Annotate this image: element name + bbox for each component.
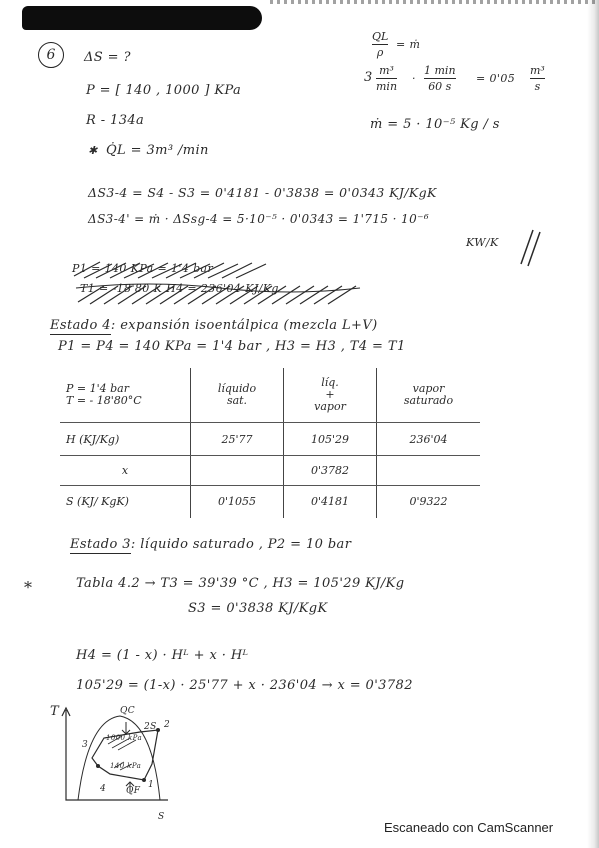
conv-f2-num: 1 min (424, 64, 456, 77)
conv-fraction-1 (376, 64, 397, 93)
table-row (60, 422, 480, 455)
scratched-line-1: P1 = 140 KPa = 1'4 bar (72, 262, 214, 275)
qf-label: QF (126, 786, 141, 796)
low-pressure-label: 140 kPa (110, 762, 142, 770)
table-row (60, 485, 480, 518)
side-mark: * (24, 578, 33, 597)
problem-number (38, 42, 64, 68)
cell-h-liquid: 25'77 (191, 422, 284, 455)
camscanner-watermark: Escaneado con CamScanner (384, 820, 554, 835)
cell-s-liquid: 0'1055 (191, 485, 284, 518)
point-2-label: 2 (164, 720, 171, 730)
delta-s-unit: KW/K (466, 236, 499, 249)
col-vapor-line1: vapor (412, 381, 445, 395)
point-4-label: 4 (100, 784, 107, 794)
given-flow: Q̇L = 3m³ /min (106, 143, 209, 158)
cond-temperature: T = - 18'80°C (66, 393, 142, 407)
redacted-header (22, 6, 262, 30)
conv-result-num: m³ (530, 64, 545, 77)
scratch-strokes (70, 258, 370, 308)
col-liquid-line2: sat. (226, 393, 248, 407)
cond-pressure: P = 1'4 bar (66, 381, 129, 395)
cell-s-mixture: 0'4181 (284, 485, 377, 518)
multiply-dot: · (412, 72, 416, 85)
col-mixture-line2: + (325, 387, 335, 401)
conv-result-unit (530, 64, 545, 93)
conv-f1-num: m³ (379, 64, 394, 77)
x-axis-label: S (158, 812, 165, 822)
conv-prefix: 3 (364, 70, 373, 85)
mass-flow: ṁ = 5 · 10⁻⁵ Kg / s (370, 117, 500, 132)
col-liquid-line1: líquido (217, 381, 257, 395)
mixing-line-1: H4 = (1 - x) · Hᴸ + x · Hᴸ (76, 648, 249, 663)
conv-result: = 0'05 (476, 72, 516, 85)
estado3-desc: : líquido saturado , P2 = 10 bar (130, 537, 352, 552)
ts-diagram (48, 700, 188, 825)
table-row (60, 456, 480, 485)
result-slash-mark (515, 226, 543, 268)
estado4-desc: : expansión isoentálpica (mezcla L+V) (110, 318, 378, 333)
col-vapor-line2: saturado (403, 393, 454, 407)
cell-s-vapor: 0'9322 (377, 485, 481, 518)
qc-label: QC (120, 706, 136, 716)
col-head-vapor (377, 368, 481, 422)
cell-h-vapor: 236'04 (377, 422, 481, 455)
conv-result-den: s (534, 80, 541, 93)
col-mixture-line3: vapor (314, 399, 346, 413)
point-3-label: 3 (82, 740, 89, 750)
conv-f2-den: 60 s (428, 80, 452, 93)
scratched-out-text (70, 258, 370, 308)
delta-s-line-1: ΔS3-4 = S4 - S3 = 0'4181 - 0'3838 = 0'0343 KJ/KgK (88, 185, 437, 200)
paper-edge (270, 0, 599, 4)
flow-fraction-den: ρ (376, 46, 384, 59)
row-label-enthalpy: H (KJ/Kg) (60, 422, 191, 455)
scratched-line-2: T1 = -18'80 K H4 = 236'04 KJ/Kg (80, 282, 279, 295)
col-head-liquid (191, 368, 284, 422)
estado4-heading (50, 318, 378, 333)
estado3-title: Estado 3 (70, 537, 131, 552)
col-mixture-line1: líq. (321, 375, 339, 389)
delta-s-line-2: ΔS3-4' = ṁ · ΔSsg-4 = 5·10⁻⁵ · 0'0343 = 1'715 · 10⁻⁶ (88, 212, 430, 226)
row-label-quality: x (60, 456, 191, 485)
flow-eq-rhs: = ṁ (396, 38, 421, 51)
table-conditions (60, 368, 191, 422)
problem-number-text: 6 (46, 47, 56, 63)
property-table (60, 368, 480, 518)
paper-shadow (587, 0, 599, 848)
cell-h-mixture: 105'29 (284, 422, 377, 455)
col-head-mixture (284, 368, 377, 422)
y-axis-label: T (50, 704, 60, 719)
estado3-heading (70, 537, 351, 552)
given-pressure: P = [ 140 , 1000 ] KPa (86, 83, 242, 98)
conv-fraction-2 (424, 64, 456, 93)
cell-x-vapor (377, 456, 481, 485)
estado4-title: Estado 4 (50, 318, 111, 333)
cell-x-liquid (191, 456, 284, 485)
table-header-row (60, 368, 480, 422)
scribble-mark: ✱ (88, 144, 98, 157)
point-2s-label: 2S (144, 722, 157, 732)
flow-fraction-num: QL (372, 30, 389, 43)
estado3-line-1: Tabla 4.2 → T3 = 39'39 °C , H3 = 105'29 KJ/Kg (76, 576, 405, 591)
given-delta-s: ΔS = ? (84, 50, 131, 65)
estado3-line-2: S3 = 0'3838 KJ/KgK (188, 601, 328, 616)
cell-x-mixture: 0'3782 (284, 456, 377, 485)
mixing-line-2: 105'29 = (1-x) · 25'77 + x · 236'04 → x = 0'3782 (76, 678, 413, 693)
estado4-equation: P1 = P4 = 140 KPa = 1'4 bar , H3 = H3 , T4 = T1 (58, 339, 406, 354)
row-label-entropy: S (KJ/ KgK) (66, 495, 129, 509)
given-refrigerant: R - 134a (86, 113, 145, 128)
conv-f1-den: min (376, 80, 398, 93)
high-pressure-label: 1000 kPa (106, 734, 143, 742)
flow-fraction (372, 30, 388, 59)
point-1-label: 1 (148, 780, 155, 790)
